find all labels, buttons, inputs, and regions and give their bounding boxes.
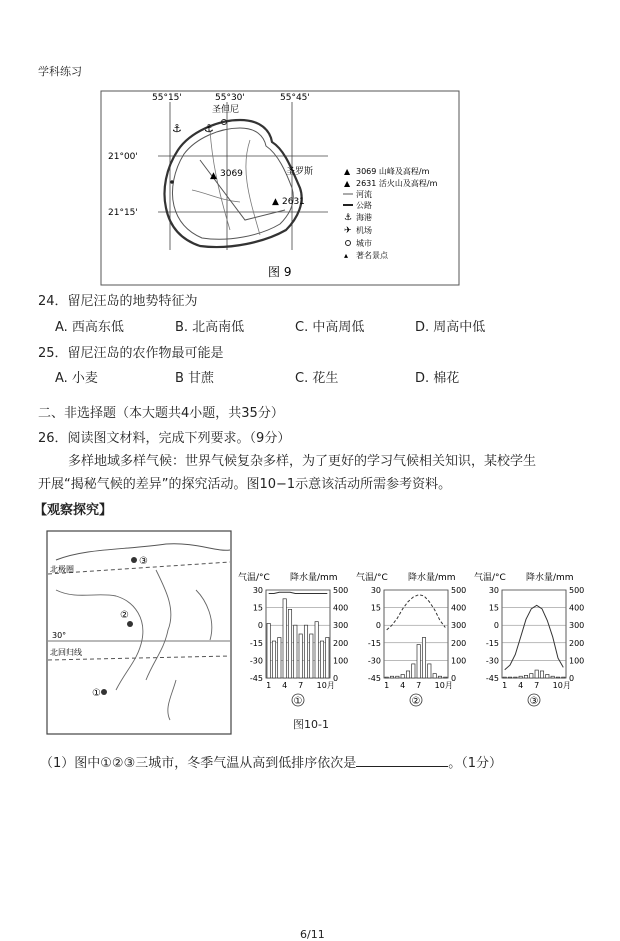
island-coast (165, 120, 302, 247)
legend-airport-icon: ✈ (344, 226, 352, 236)
precip-bar (514, 677, 517, 678)
city-marker (131, 557, 137, 563)
q25-option-b[interactable]: B 甘蔗 (175, 371, 215, 386)
lon-label-1: 55°15' (152, 93, 182, 103)
tick-label-temp: -30 (367, 656, 381, 666)
tick-label-precip: 500 (569, 586, 585, 595)
tick-label-month: 4 (400, 681, 406, 690)
q26-paragraph: 开展“揭秘气候的差异”的探究活动。图10−1示意该活动所需参考资料。 (38, 477, 452, 492)
tick-label-precip: 400 (451, 603, 467, 613)
tick-label-temp: -15 (485, 638, 499, 648)
observe-title: 【观察探究】 (34, 503, 113, 518)
tick-label-month: 7 (416, 681, 422, 690)
legend-port-icon: ⚓ (344, 213, 353, 223)
precip-bar (320, 641, 323, 678)
tick-label-precip: 0 (451, 674, 457, 683)
tick-label-month: 7 (534, 681, 540, 690)
lon-label-3: 55°45' (280, 93, 310, 103)
peak-icon: ▲ (210, 171, 217, 181)
precip-bar (535, 670, 538, 678)
precip-bar (562, 677, 565, 678)
legend-item: 海港 (356, 213, 372, 222)
tick-label-precip: 500 (333, 586, 349, 595)
precip-bar (294, 625, 297, 678)
tick-label-temp: 0 (493, 621, 499, 631)
page-number: 6/11 (300, 928, 325, 941)
tick-label-temp: -30 (249, 656, 263, 666)
tick-label-precip: 400 (569, 603, 585, 613)
y-axis-title-temp: 气温/°C (356, 573, 388, 583)
peak-label: 3069 (220, 169, 243, 179)
subject-label: 学科练习 (38, 65, 82, 78)
city-label-1: ① (92, 688, 101, 699)
precip-bar (519, 676, 522, 678)
precip-bar (551, 676, 554, 678)
tick-label-month: 10月 (552, 681, 571, 690)
precip-bar (278, 638, 281, 678)
legend-item: 城市 (356, 239, 372, 248)
east-asia-map (46, 530, 232, 735)
tick-label-month: 4 (282, 681, 288, 690)
tick-label-precip: 300 (569, 621, 585, 631)
sub-question-score: 。（1分） (448, 756, 503, 771)
precip-bar (396, 676, 399, 678)
precip-bar (438, 676, 441, 678)
port-icon: ⚓ (172, 122, 182, 135)
tick-label-temp: 0 (257, 621, 263, 631)
lat30-label: 30° (52, 631, 67, 640)
q24-option-a[interactable]: A. 西高东低 (55, 320, 124, 335)
tick-label-precip: 200 (333, 638, 349, 648)
precip-bar (540, 671, 543, 678)
tick-label-month: 7 (298, 681, 304, 690)
legend-city-icon (346, 241, 351, 246)
tropic-label: 北回归线 (50, 648, 82, 657)
tick-label-temp: -45 (367, 674, 381, 683)
q24-option-c[interactable]: C. 中高周低 (295, 320, 365, 335)
precip-bar (304, 625, 307, 678)
tick-label-temp: -15 (367, 638, 381, 648)
precip-bar (299, 634, 302, 678)
tick-label-temp: 30 (252, 586, 263, 595)
y-axis-title-temp: 气温/°C (474, 573, 506, 583)
tick-label-temp: 15 (488, 603, 499, 613)
figure-9-map (100, 90, 460, 286)
q25-option-d[interactable]: D. 棉花 (415, 371, 460, 386)
tick-label-precip: 300 (333, 621, 349, 631)
precip-bar (412, 664, 415, 678)
city-label-3: ③ (139, 556, 148, 567)
temperature-line (505, 605, 564, 670)
tick-label-precip: 0 (333, 674, 339, 683)
tick-label-precip: 100 (569, 656, 585, 666)
precip-bar (530, 674, 533, 678)
legend-scenic-icon: ▴ (344, 251, 349, 260)
precip-bar (546, 674, 549, 678)
legend-item: 3069 山峰及高程/m (356, 167, 430, 176)
tick-label-temp: 0 (375, 621, 381, 631)
legend-peak-icon: ▲ (344, 167, 351, 176)
volcano-label: 2631 (282, 197, 305, 207)
place-east-city: 圣罗斯 (286, 167, 314, 177)
lon-label-2: 55°30' (215, 93, 245, 103)
tick-label-precip: 500 (451, 586, 467, 595)
y-axis-title-temp: 气温/°C (238, 573, 270, 583)
q25-option-a[interactable]: A. 小麦 (55, 371, 98, 386)
legend-volcano-icon: ▲ (344, 179, 351, 188)
precip-bar (417, 645, 420, 678)
arctic-label: 北极圈 (50, 565, 74, 574)
precip-bar (288, 609, 291, 678)
tick-label-precip: 200 (451, 638, 467, 648)
tick-label-precip: 300 (451, 621, 467, 631)
place-north-city: 圣但尼 (212, 105, 240, 115)
answer-blank[interactable] (356, 754, 448, 767)
map-frame (101, 91, 459, 285)
section-title: 二、非选择题（本大题共4小题，共35分） (38, 406, 284, 421)
tick-label-precip: 100 (333, 656, 349, 666)
tick-label-temp: -15 (249, 638, 263, 648)
tick-label-precip: 100 (451, 656, 467, 666)
precip-bar (433, 674, 436, 678)
precip-bar (503, 677, 506, 678)
tick-label-month: 1 (266, 681, 272, 690)
sub-question-text: （1）图中①②③三城市，冬季气温从高到低排序依次是 (40, 756, 357, 771)
q26-stem: 26．阅读图文材料，完成下列要求。（9分） (38, 431, 291, 446)
q25-stem: 25．留尼汪岛的农作物最可能是 (38, 346, 224, 361)
lat-label-2: 21°15' (108, 208, 138, 218)
chart-id-label: ① (293, 696, 303, 707)
chart-id-label: ② (411, 696, 421, 707)
city-marker (101, 689, 107, 695)
precip-bar (390, 676, 393, 678)
precip-bar (524, 675, 527, 678)
map-legend (343, 166, 438, 260)
legend-item: 著名景点 (356, 251, 388, 260)
tick-label-temp: -45 (485, 674, 499, 683)
tick-label-temp: -45 (249, 674, 263, 683)
q24-stem: 24．留尼汪岛的地势特征为 (38, 294, 198, 309)
precip-bar (310, 634, 313, 678)
precip-bar (326, 638, 329, 678)
tick-label-month: 1 (384, 681, 390, 690)
volcano-icon: ▲ (272, 197, 279, 207)
tick-label-month: 4 (518, 681, 524, 690)
figure-caption: 图 9 (268, 265, 292, 279)
city-icon (170, 180, 174, 184)
q26-paragraph: 多样地域多样气候：世界气候复杂多样，为了更好的学习气候相关知识，某校学生 (68, 454, 537, 469)
city-label-2: ② (120, 610, 129, 621)
precip-bar (315, 622, 318, 678)
precip-bar (385, 677, 388, 678)
figure-caption: 图10-1 (293, 718, 329, 731)
city-marker (127, 621, 133, 627)
climate-charts (236, 568, 586, 714)
legend-item: 河流 (356, 190, 372, 199)
precip-bar (401, 674, 404, 678)
tick-label-temp: 30 (488, 586, 499, 595)
tick-label-precip: 0 (569, 674, 575, 683)
precip-bar (444, 677, 447, 678)
plot-frame (384, 590, 448, 678)
precip-bar (272, 641, 275, 678)
tick-label-precip: 200 (569, 638, 585, 648)
sub-question-1 (40, 752, 502, 771)
port-icon: ⚓ (204, 122, 214, 135)
legend-item: 公路 (356, 201, 372, 210)
q25-option-c[interactable]: C. 花生 (295, 371, 339, 386)
temperature-line (269, 592, 328, 593)
chart-id-label: ③ (529, 696, 539, 707)
tick-label-temp: 15 (252, 603, 263, 613)
tick-label-month: 10月 (434, 681, 453, 690)
tick-label-month: 1 (502, 681, 508, 690)
precip-bar (556, 677, 559, 678)
precip-bar (508, 677, 511, 678)
y-axis-title-precip: 降水量/mm (290, 573, 338, 583)
tick-label-temp: -30 (485, 656, 499, 666)
tick-label-temp: 30 (370, 586, 381, 595)
tick-label-month: 10月 (316, 681, 335, 690)
precip-bar (422, 638, 425, 678)
tick-label-temp: 15 (370, 603, 381, 613)
precip-bar (283, 599, 286, 678)
q24-option-d[interactable]: D. 周高中低 (415, 320, 486, 335)
temperature-line (387, 595, 446, 630)
lat-label-1: 21°00' (108, 152, 138, 162)
legend-item: 2631 活火山及高程/m (356, 179, 438, 188)
y-axis-title-precip: 降水量/mm (408, 573, 456, 583)
q24-option-b[interactable]: B. 北高南低 (175, 320, 245, 335)
y-axis-title-precip: 降水量/mm (526, 573, 574, 583)
tick-label-precip: 400 (333, 603, 349, 613)
precip-bar (406, 671, 409, 678)
legend-item: 机场 (356, 226, 372, 235)
plot-frame (502, 590, 566, 678)
precip-bar (428, 664, 431, 678)
precip-bar (267, 623, 270, 678)
